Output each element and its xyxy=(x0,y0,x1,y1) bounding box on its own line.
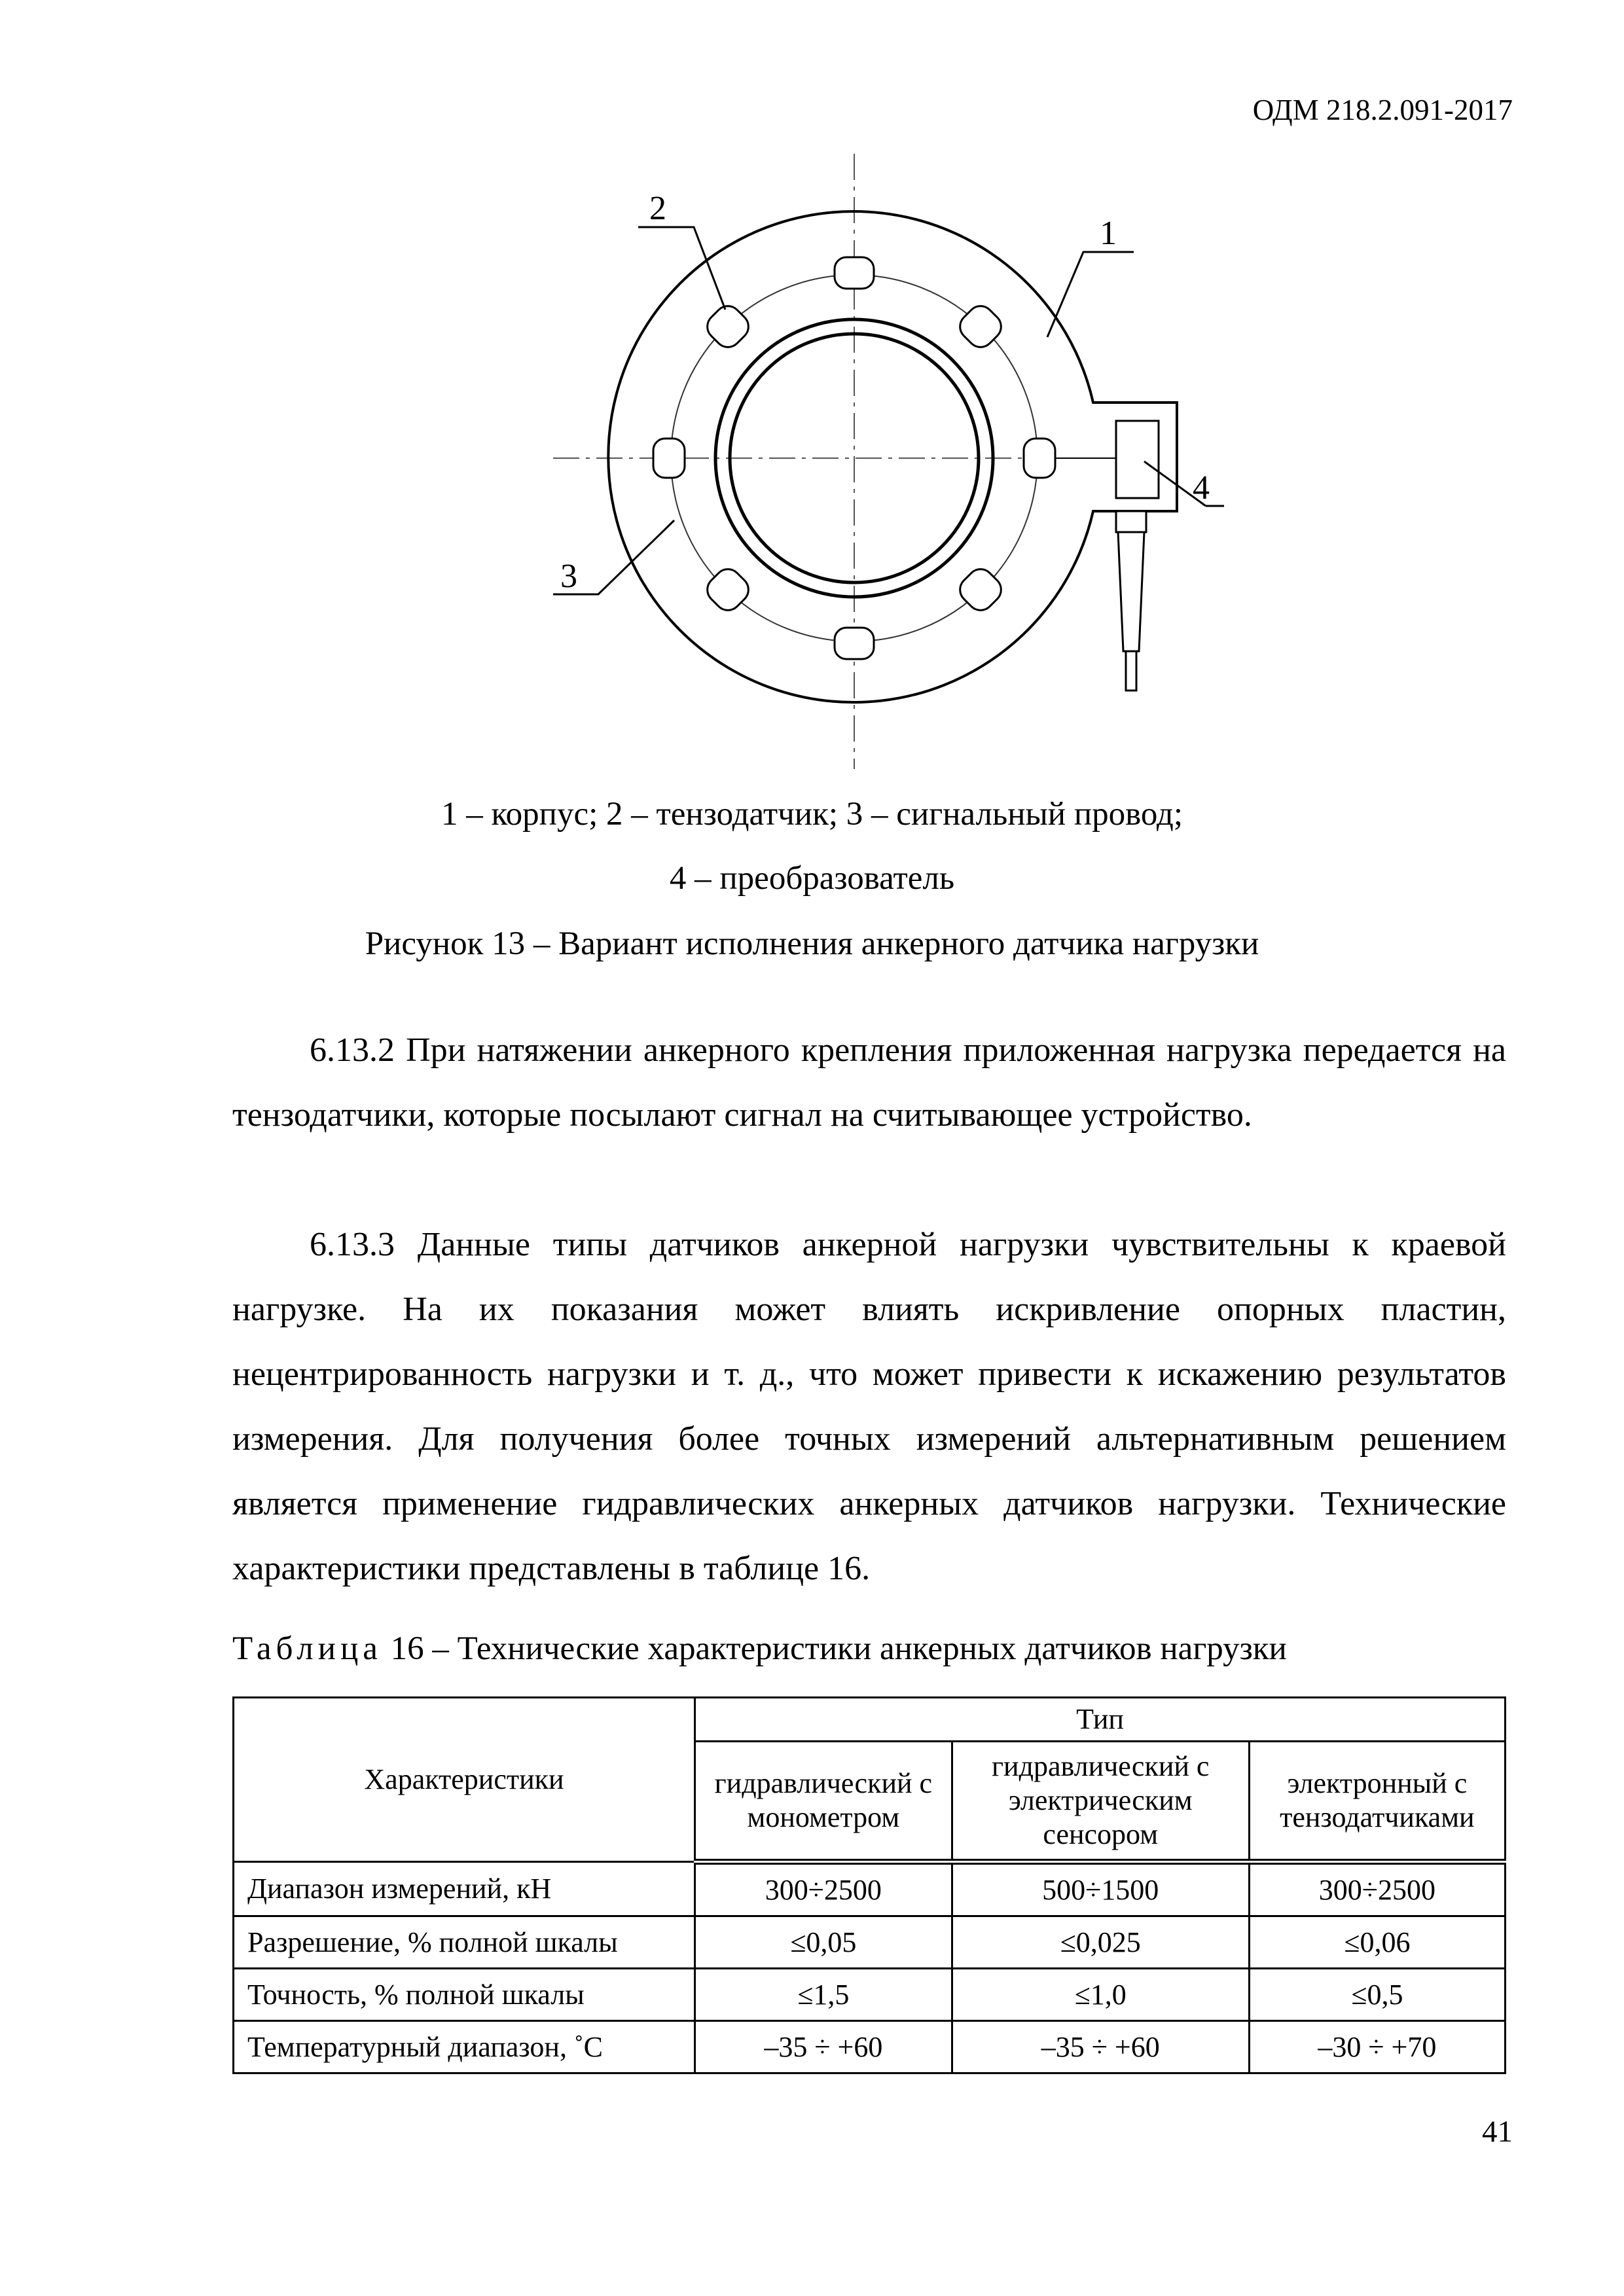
paragraph-6-13-3: 6.13.3 Данные типы датчиков анкерной нагрузки чувствительны к краевой нагрузке. На их показания может влиять искривление опорных пластин, нецентрированность нагрузки и т. д., что может привести к искажению результатов измерения. Для получения более точных измерений альтернативным решением является применение гидравлических анкерных датчиков нагрузки. Технические характеристики представлены в таблице 16. xyxy=(232,1226,1506,1587)
header-type-hydraulic-gauge: гидравлический с монометром xyxy=(695,1742,952,1862)
anchor-load-cell-svg xyxy=(537,147,1210,782)
figure-caption: Рисунок 13 – Вариант исполнения анкерного датчика нагрузки xyxy=(365,925,1259,962)
header-type-electronic: электронный с тензодатчиками xyxy=(1249,1742,1505,1862)
table-cell: ≤1,5 xyxy=(695,1969,952,2021)
cable-gland xyxy=(1116,511,1146,691)
figure-legend-line-1: 1 – корпус; 2 – тензодатчик; 3 – сигнальный провод; xyxy=(441,796,1183,833)
strain-gauge xyxy=(1024,439,1055,478)
strain-gauge xyxy=(835,257,874,289)
page-number: 41 xyxy=(1482,2115,1513,2149)
table-cell: 300÷2500 xyxy=(1249,1862,1505,1916)
table-cell: ≤0,5 xyxy=(1249,1969,1505,2021)
row-label: Температурный диапазон, ˚С xyxy=(234,2021,695,2073)
leader-line-2 xyxy=(638,227,725,310)
figure-label-4: 4 xyxy=(1193,469,1210,507)
table-cell: –35 ÷ +60 xyxy=(952,2021,1249,2073)
table-cell: ≤0,05 xyxy=(695,1916,952,1969)
document-code-header: ОДМ 218.2.091-2017 xyxy=(1252,94,1513,126)
table-row xyxy=(234,2021,1506,2073)
table-title xyxy=(232,1630,1287,1668)
table-row xyxy=(234,1916,1506,1969)
row-label: Разрешение, % полной шкалы xyxy=(234,1916,695,1969)
table-cell: 300÷2500 xyxy=(695,1862,952,1916)
housing-body xyxy=(608,211,1177,702)
header-type-hydraulic-sensor: гидравлический с электрическим сенсором xyxy=(952,1742,1249,1862)
table-cell: ≤0,06 xyxy=(1249,1916,1505,1969)
header-type: Тип xyxy=(695,1698,1506,1742)
row-label: Точность, % полной шкалы xyxy=(234,1969,695,2021)
table-row xyxy=(234,1862,1506,1916)
figure-label-2: 2 xyxy=(649,190,666,227)
specifications-table xyxy=(232,1696,1506,2074)
strain-gauge xyxy=(653,439,685,478)
strain-gauge xyxy=(835,628,874,659)
table-cell: 500÷1500 xyxy=(952,1862,1249,1916)
converter xyxy=(1116,421,1159,498)
table-cell: ≤1,0 xyxy=(952,1969,1249,2021)
table-title-text: 16 – Технические характеристики анкерных датчиков нагрузки xyxy=(382,1630,1287,1667)
figure-label-3: 3 xyxy=(560,558,577,595)
table-cell: –30 ÷ +70 xyxy=(1249,2021,1505,2073)
row-label: Диапазон измерений, кН xyxy=(234,1862,695,1916)
header-characteristics: Характеристики xyxy=(234,1698,695,1862)
table-title-word: Таблица xyxy=(232,1630,382,1667)
load-cell-drawing xyxy=(537,147,1210,782)
figure-label-1: 1 xyxy=(1100,215,1117,252)
centerlines xyxy=(553,154,1155,769)
figure-legend-line-2: 4 – преобразователь xyxy=(669,860,955,897)
paragraph-6-13-2: 6.13.2 При натяжении анкерного крепления приложенная нагрузка передается на тензодатчики, которые посылают сигнал на считывающее устройство. xyxy=(232,1031,1506,1134)
table-cell: ≤0,025 xyxy=(952,1916,1249,1969)
table-row xyxy=(234,1969,1506,2021)
table-cell: –35 ÷ +60 xyxy=(695,2021,952,2073)
